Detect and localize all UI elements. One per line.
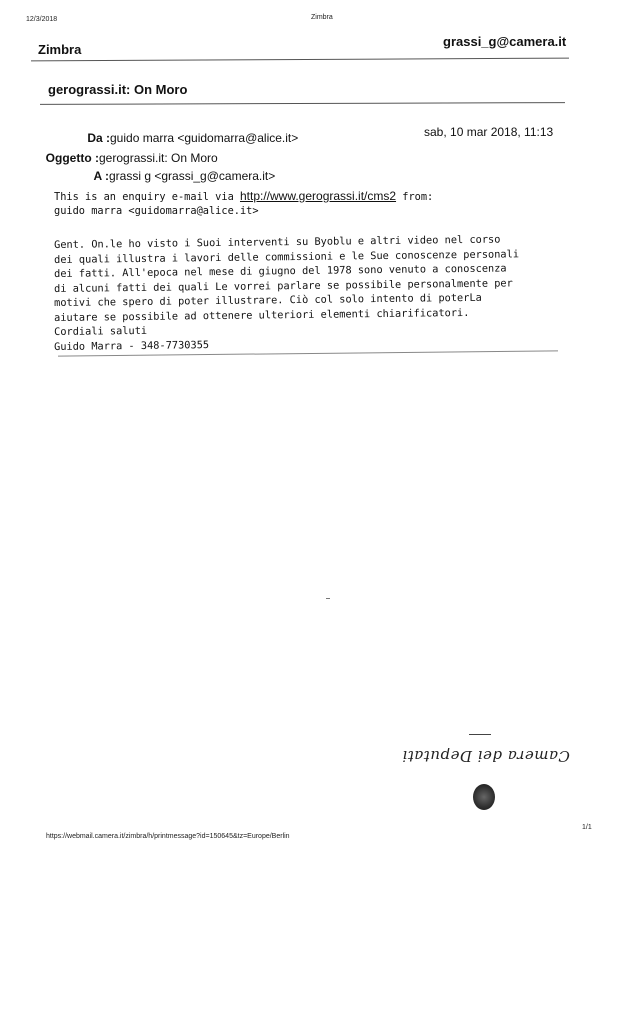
body-line: dei quali illustra i lavori delle commissioni e le Sue conoscenze personali	[54, 247, 520, 266]
message-date: sab, 10 mar 2018, 11:13	[424, 125, 554, 139]
from-label: Da :	[87, 131, 110, 145]
body-line: Cordiali saluti	[54, 324, 148, 338]
stamp-mark	[469, 734, 491, 735]
scan-mark	[326, 598, 330, 599]
republic-emblem-icon	[473, 784, 495, 810]
body-line: di alcuni fatti dei quali Le vorrei parlare se possibile personalmente per	[54, 276, 513, 295]
message-body	[54, 233, 520, 354]
intro-suffix: from:	[396, 191, 434, 203]
to-row	[30, 168, 330, 185]
intro-line	[54, 189, 433, 205]
body-line: aiutare se possibile ad ottenere ulteriori elementi chiarificatori.	[54, 306, 470, 324]
chamber-stamp: Camera dei Deputati	[402, 747, 570, 765]
from-value: guido marra <guidomarra@alice.it>	[110, 131, 299, 145]
message-subject-heading: gerograssi.it: On Moro	[48, 82, 188, 97]
page-number: 1/1	[582, 824, 592, 831]
intro-prefix: This is an enquiry e-mail via	[54, 191, 240, 203]
to-value: grassi g <grassi_g@camera.it>	[109, 169, 276, 183]
body-line: motivi che spero di poter illustrare. Ciò col solo intento di poterLa	[54, 291, 482, 309]
body-line: Gent. On.le ho visto i Suoi interventi su Byoblu e altri video nel corso	[54, 233, 501, 251]
print-date: 12/3/2018	[26, 16, 58, 23]
from-row	[30, 130, 330, 147]
body-line: Guido Marra - 348-7730355	[54, 338, 210, 353]
subject-divider	[40, 102, 565, 105]
to-label: A :	[93, 169, 109, 183]
subject-label: Oggetto :	[45, 151, 99, 165]
footer-url: https://webmail.camera.it/zimbra/h/printmessage?id=150645&tz=Europe/Berlin	[46, 833, 290, 840]
intro-link[interactable]: http://www.gerograssi.it/cms2	[239, 189, 397, 203]
header-divider	[31, 58, 569, 62]
intro-sender: guido marra <guidomarra@alice.it>	[54, 205, 259, 217]
subject-value: gerograssi.it: On Moro	[99, 151, 218, 165]
body-line: dei fatti. All'epoca nel mese di giugno del 1978 sono venuto a conoscenza	[54, 262, 507, 280]
subject-row	[30, 150, 330, 167]
print-title: Zimbra	[311, 14, 333, 21]
account-email: grassi_g@camera.it	[443, 34, 567, 49]
app-name: Zimbra	[38, 42, 82, 57]
